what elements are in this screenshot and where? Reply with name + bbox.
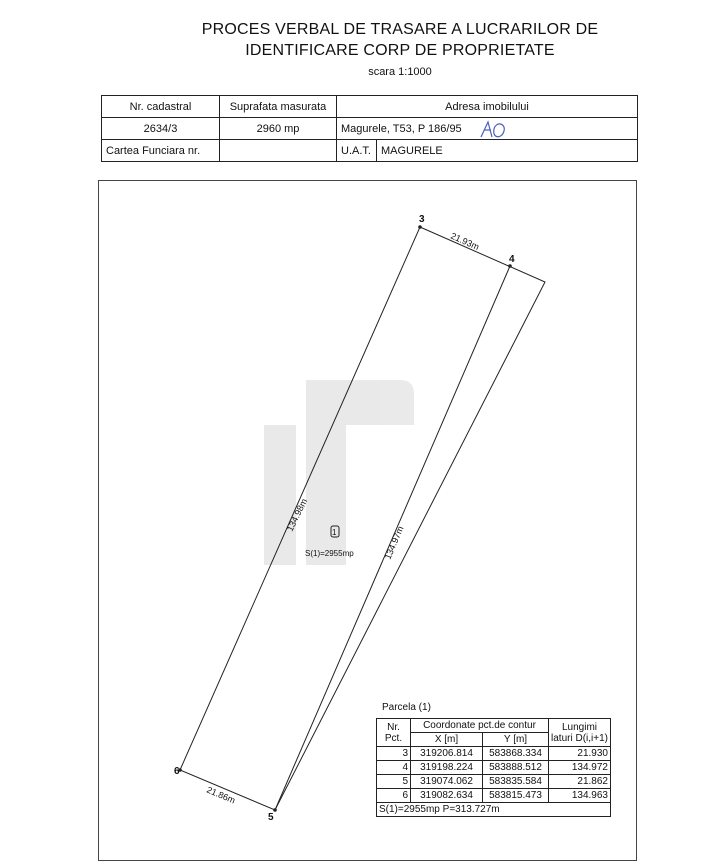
- row-x: 319198.224: [411, 761, 483, 775]
- row-d: 21.930: [549, 747, 611, 761]
- edge-4-5-label: 134.97m: [382, 524, 406, 561]
- uat-label: U.A.T.: [337, 140, 377, 162]
- document-title-line2: IDENTIFICARE CORP DE PROPRIETATE: [245, 42, 555, 59]
- cf-label: Cartea Funciara nr.: [102, 140, 220, 162]
- cadastral-header: Nr. cadastral: [102, 96, 220, 118]
- cadastral-value: 2634/3: [102, 118, 220, 140]
- parcel-id: 1: [332, 528, 337, 537]
- row-d: 134.972: [549, 761, 611, 775]
- row-pct: 4: [377, 761, 411, 775]
- table-row: [377, 747, 611, 761]
- row-x: 319206.814: [411, 747, 483, 761]
- point-4-label: 4: [509, 254, 515, 265]
- point-5-marker: [273, 808, 277, 812]
- row-y: 583835.584: [483, 775, 549, 789]
- row-pct: 5: [377, 775, 411, 789]
- surface-value: 2960 mp: [220, 118, 337, 140]
- table-row: [377, 761, 611, 775]
- scale-label: scara 1:1000: [368, 66, 432, 78]
- row-d: 21.862: [549, 775, 611, 789]
- coordinates-table: [376, 718, 611, 817]
- point-3-marker: [418, 225, 422, 229]
- surface-header: Suprafata masurata: [220, 96, 337, 118]
- row-pct: 3: [377, 747, 411, 761]
- summary-row: S(1)=2955mp P=313.727m: [377, 803, 611, 817]
- table-row: [377, 775, 611, 789]
- edge-5-6-label: 21.86m: [205, 784, 237, 806]
- lengths-header: Lungimi laturi D(i,i+1): [549, 719, 611, 747]
- document-title-line1: PROCES VERBAL DE TRASARE A LUCRARILOR DE: [201, 21, 599, 38]
- point-5-label: 5: [268, 812, 274, 823]
- row-pct: 6: [377, 789, 411, 803]
- row-y: 583868.334: [483, 747, 549, 761]
- point-3-label: 3: [419, 214, 425, 225]
- row-d: 134.963: [549, 789, 611, 803]
- uat-value: MAGURELE: [377, 140, 638, 162]
- table-row: [377, 789, 611, 803]
- address-value: Magurele, T53, P 186/95: [337, 118, 638, 140]
- row-x: 319082.634: [411, 789, 483, 803]
- edge-6-3-label: 134.98m: [284, 497, 310, 533]
- row-x: 319074.062: [411, 775, 483, 789]
- address-header: Adresa imobilului: [337, 96, 638, 118]
- point-6-label: 6: [174, 766, 180, 777]
- coords-header: Coordonate pct.de contur: [411, 719, 549, 733]
- y-header: Y [m]: [483, 733, 549, 747]
- parcela-title: Parcela (1): [382, 702, 431, 713]
- area-label: S(1)=2955mp: [305, 549, 354, 558]
- nr-pct-header: Nr. Pct.: [377, 719, 411, 747]
- row-y: 583888.512: [483, 761, 549, 775]
- x-header: X [m]: [411, 733, 483, 747]
- edge-3-4-label: 21.93m: [449, 230, 481, 253]
- row-y: 583815.473: [483, 789, 549, 803]
